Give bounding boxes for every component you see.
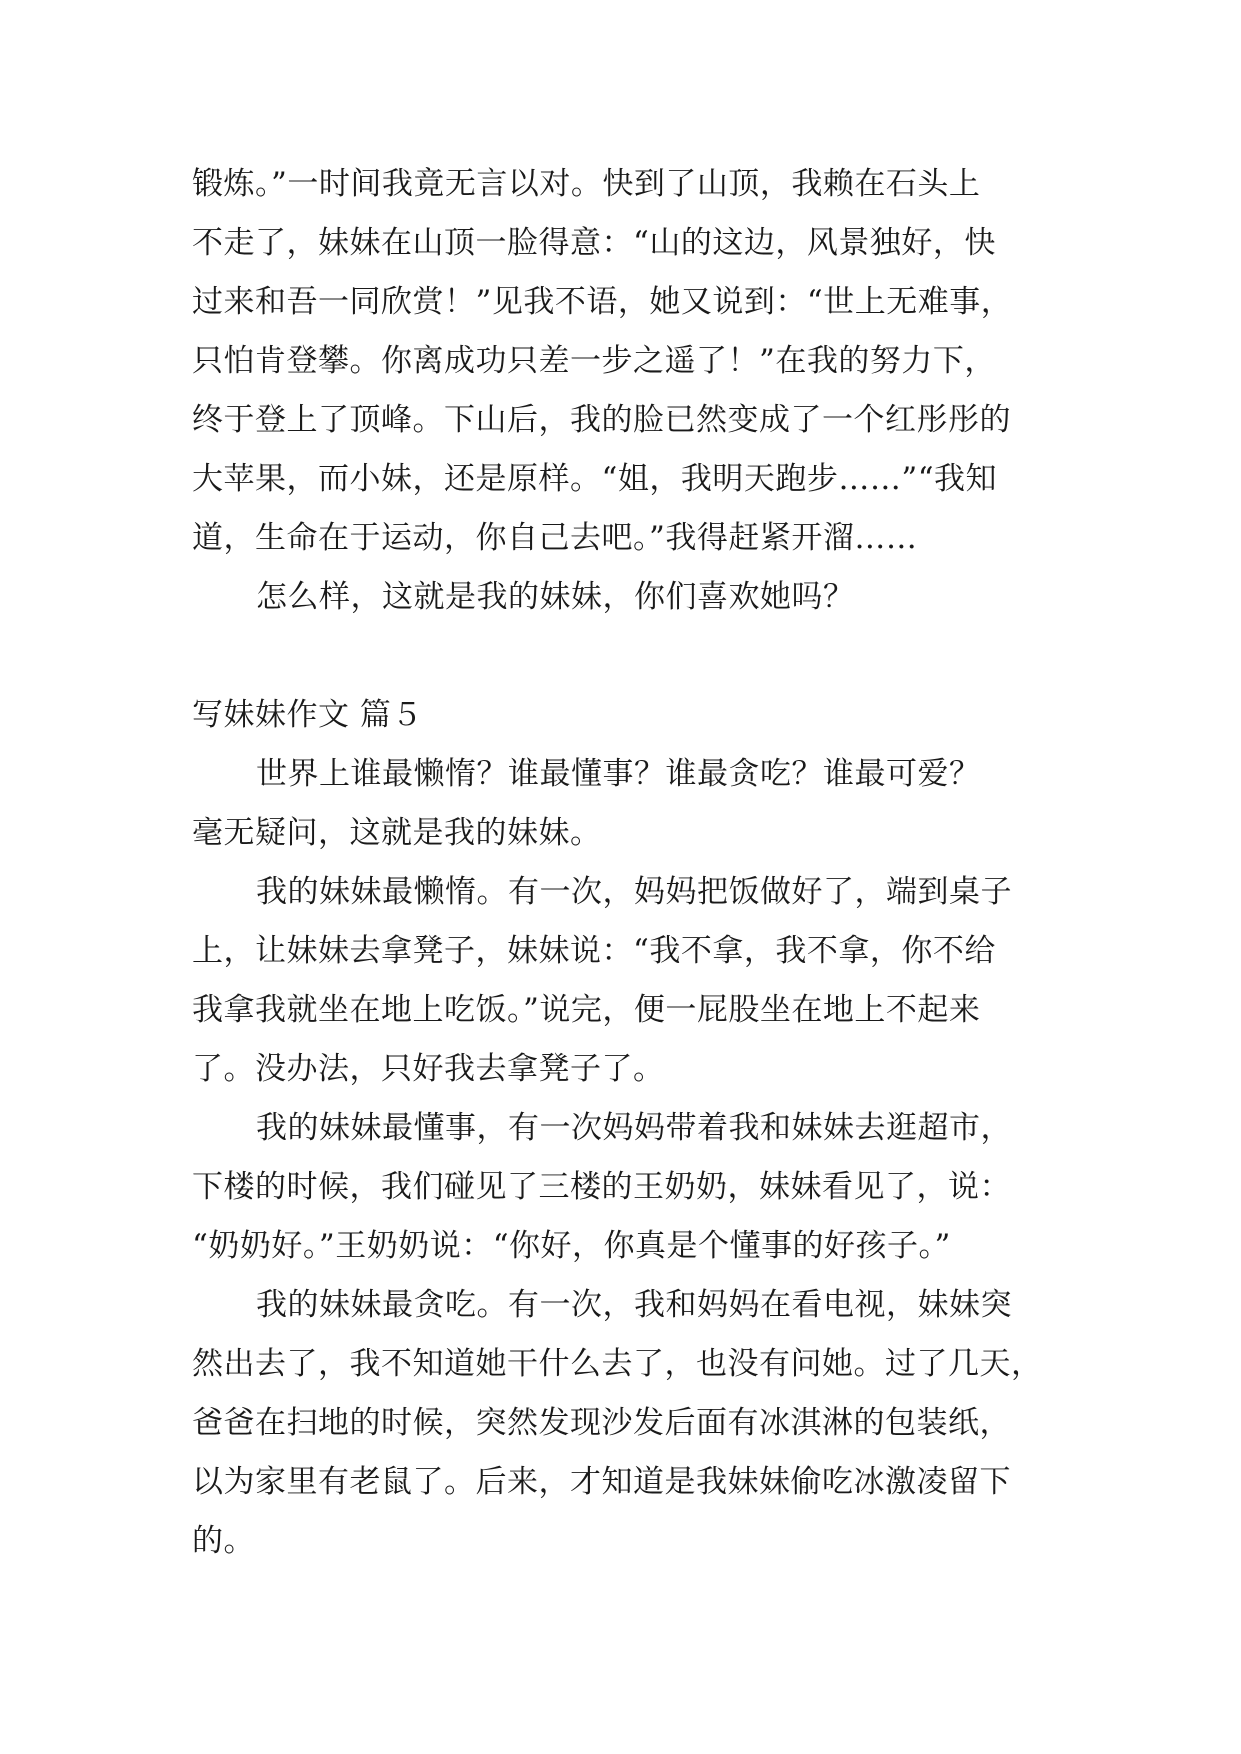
text-line: “奶奶好。”王奶奶说：“你好，你真是个懂事的好孩子。” <box>192 1228 951 1264</box>
essay-paragraph-4 <box>192 1276 1072 1571</box>
text-line: 终于登上了顶峰。下山后，我的脸已然变成了一个红彤彤的 <box>192 402 1011 438</box>
text-line: 道，生命在于运动，你自己去吧。”我得赶紧开溜…… <box>192 520 918 556</box>
text-line: 我的妹妹最懒惰。有一次，妈妈把饭做好了，端到桌子 <box>256 874 1012 910</box>
essay-paragraph-1 <box>192 745 1072 863</box>
text-line: 然出去了，我不知道她干什么去了，也没有问她。过了几天， <box>192 1346 1043 1382</box>
text-line: 爸爸在扫地的时候，突然发现沙发后面有冰淇淋的包装纸， <box>192 1405 1011 1441</box>
essay-paragraph-3 <box>192 1099 1072 1276</box>
text-line: 了。没办法，只好我去拿凳子了。 <box>192 1051 665 1087</box>
text-line: 的。 <box>192 1523 255 1559</box>
closing-line: 怎么样，这就是我的妹妹，你们喜欢她吗？ <box>256 579 855 615</box>
text-line: 我的妹妹最贪吃。有一次，我和妈妈在看电视，妹妹突 <box>256 1287 1012 1323</box>
text-line: 我的妹妹最懂事，有一次妈妈带着我和妹妹去逛超市， <box>256 1110 1012 1146</box>
document-page <box>192 155 1072 1571</box>
text-line: 大苹果，而小妹，还是原样。“姐，我明天跑步……”“我知 <box>192 461 998 497</box>
section-gap <box>192 627 1072 686</box>
text-line: 上，让妹妹去拿凳子，妹妹说：“我不拿，我不拿，你不给 <box>192 933 996 969</box>
text-line: 世界上谁最懒惰？谁最懂事？谁最贪吃？谁最可爱？ <box>256 756 981 792</box>
text-line: 毫无疑问，这就是我的妹妹。 <box>192 815 602 851</box>
text-line: 我拿我就坐在地上吃饭。”说完，便一屁股坐在地上不起来 <box>192 992 981 1028</box>
text-line: 以为家里有老鼠了。后来，才知道是我妹妹偷吃冰激凌留下 <box>192 1464 1011 1500</box>
text-line: 下楼的时候，我们碰见了三楼的王奶奶，妹妹看见了，说： <box>192 1169 1011 1205</box>
intro-continuation-paragraph <box>192 155 1072 568</box>
essay-heading: 写妹妹作文 篇５ <box>192 697 423 733</box>
text-line: 锻炼。”一时间我竟无言以对。快到了山顶，我赖在石头上 <box>192 166 981 202</box>
text-line: 不走了，妹妹在山顶一脸得意：“山的这边，风景独好，快 <box>192 225 996 261</box>
text-line: 过来和吾一同欣赏！”见我不语，她又说到：“世上无难事， <box>192 284 1013 320</box>
essay-paragraph-2 <box>192 863 1072 1099</box>
text-line: 只怕肯登攀。你离成功只差一步之遥了！”在我的努力下， <box>192 343 996 379</box>
